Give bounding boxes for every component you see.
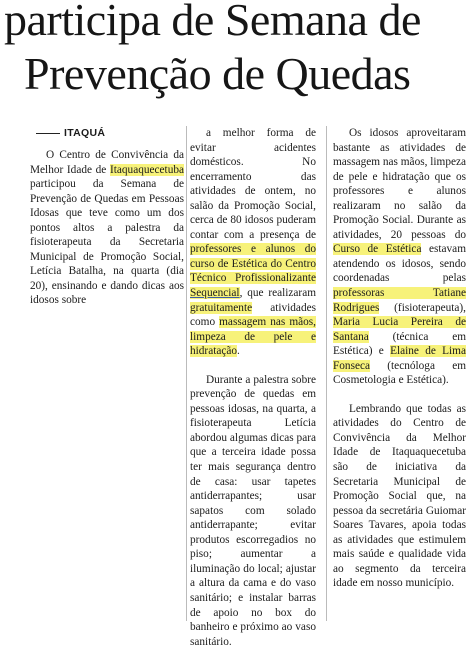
paragraph [333, 126, 466, 388]
paragraph [30, 148, 184, 308]
body-text: atividades como [190, 301, 316, 329]
headline-line-2: Prevenção de Quedas [24, 48, 411, 99]
body-text: Lembrando que todas as atividades do Centro de Convivência da Melhor Idade de Itaquaquecetuba são de iniciativa da Secretaria Municipal de Promoção Social que, na pessoa da secretária Guiomar Soares Tavares, apoia todas as atividades que estimulem mais saúde e qualidade vida ao segmento da terceira idade em nosso município. [333, 402, 466, 590]
body-text: Os idosos aproveitaram bastante as atividades de massagem nas mãos, limpeza de pele e hidratação que os professores e alunos realizaram no salão da Promoção Social. Durante as atividades, 20 pessoas do [333, 127, 467, 241]
highlighted-text: professores e alunos do curso de Estética do Centro Técnico Profissionalizante [190, 243, 316, 285]
paragraph [333, 402, 466, 591]
column-divider [326, 126, 327, 621]
body-text: , que realizaram [239, 287, 316, 300]
highlighted-text: massagem nas mãos, limpeza de pele e hidratação [190, 316, 316, 358]
highlighted-text: Elaine de Lima Fonseca [333, 345, 466, 372]
section-kicker [36, 127, 105, 139]
paragraph [190, 126, 316, 359]
column-divider [186, 126, 187, 621]
kicker-rule [36, 133, 60, 134]
body-text: estavam atendendo os idosos, sendo coordenadas pelas [333, 243, 466, 285]
highlighted-text: Maria Lucia Pereira de Santana [333, 316, 466, 343]
body-text: a melhor forma de evitar acidentes domésticos. No encerramento das atividades de ontem, no salão da Promoção Social, cerca de 80 idosos puderam contar com a presença de [190, 127, 316, 241]
paragraph [190, 373, 316, 649]
headline-line-1: participa de Semana de [4, 0, 421, 45]
highlighted-text: Sequencial [190, 287, 240, 300]
kicker-label: ITAQUÁ [64, 127, 106, 139]
highlighted-text: Itaquaquecetuba [109, 163, 184, 176]
highlighted-text: Curso de Estética [333, 243, 422, 256]
body-text: (técnica em Estética) e [333, 330, 466, 358]
highlighted-text: professoras Tatiane Rodrigues [333, 287, 466, 314]
article-column-3 [333, 126, 466, 591]
body-text: Durante a palestra sobre prevenção de quedas em pessoas idosas, na quarta, a fisioterapeuta Letícia abordou algumas dicas para que a terceira idade possa ter mais segurança dentro de casa: usar tapetes antiderrapantes; usar sapatos com solado antiderrapante; evitar produtos escorregadios no piso; aumentar a iluminação do local; ajustar a altura da cama e do vaso sanitário; e instalar barras de apoio no box do banheiro e próximo ao vaso sanitário. [190, 373, 316, 648]
article-column-2 [190, 126, 316, 649]
article-column-1 [30, 148, 184, 308]
body-text: O Centro de Convivência da Melhor Idade de [30, 149, 184, 176]
highlighted-text: gratuitamente [190, 301, 253, 314]
body-text: (tecnóloga em Cosmetologia e Estética). [333, 359, 466, 387]
body-text: (fisioterapeuta), [379, 301, 466, 314]
body-text: participou da Semana de Prevenção de Quedas em Pessoas Idosas que teve como um dos pontos altos a palestra da fisioterapeuta da Secretaria Municipal de Promoção Social, Letícia Batalha, na quarta (dia 20), ensinando e dando dicas aos idosos sobre [30, 178, 184, 307]
body-text: . [237, 345, 240, 358]
